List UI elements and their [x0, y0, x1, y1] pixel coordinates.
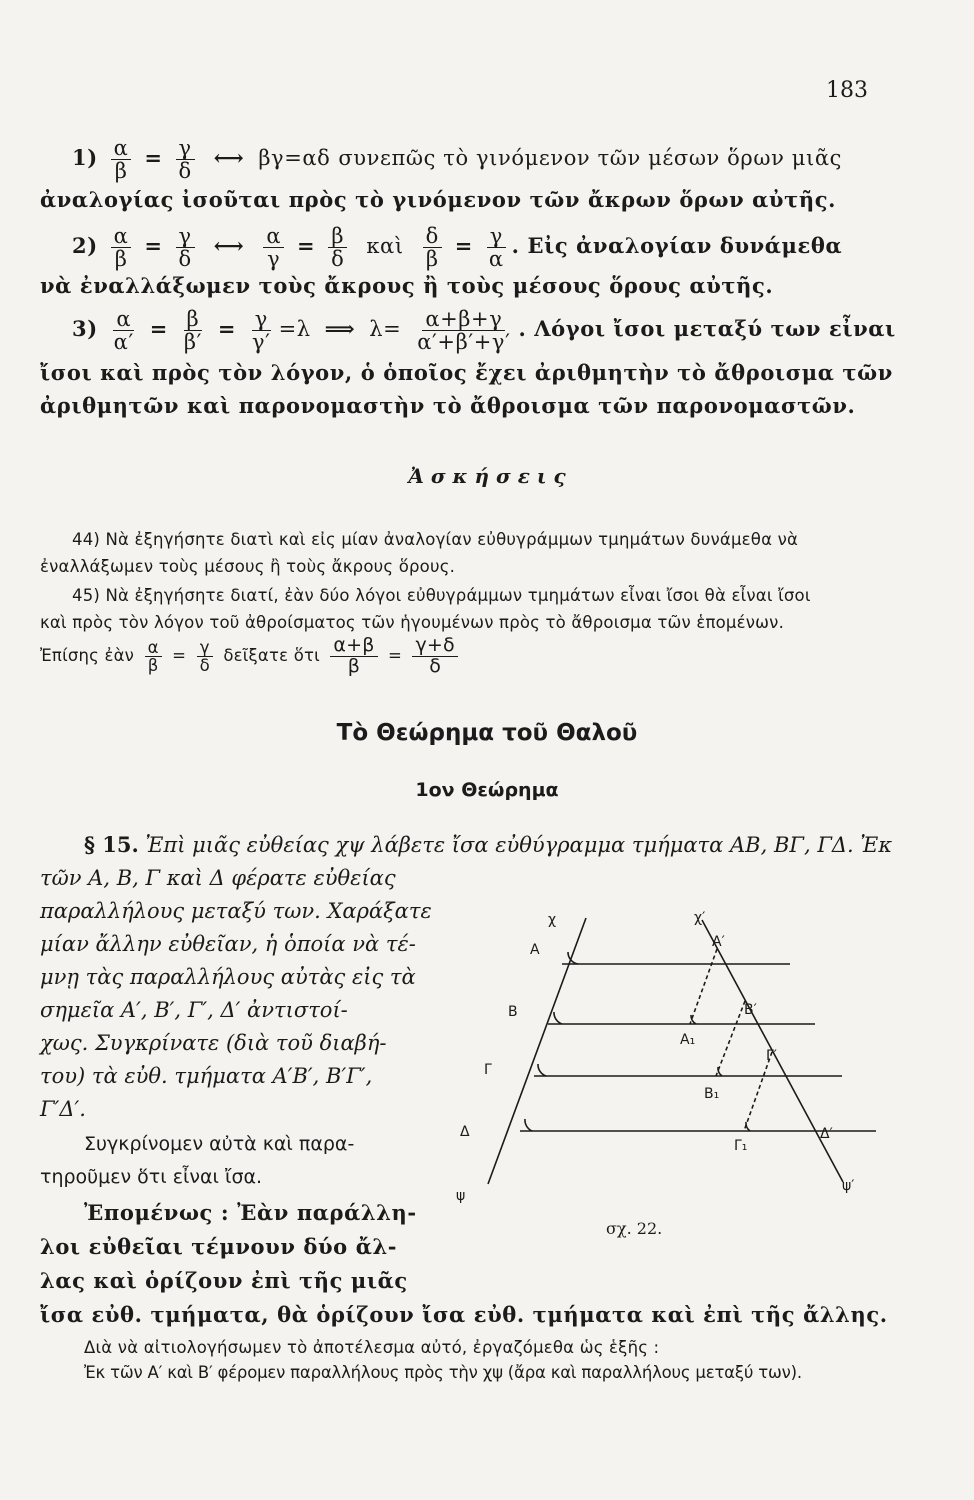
numerator: γ: [176, 225, 195, 248]
denominator: γ: [267, 247, 281, 272]
angle-arc: [525, 1119, 532, 1131]
label-x: χ: [548, 912, 557, 928]
denominator: δ: [199, 655, 210, 675]
section-number: § 15.: [84, 832, 139, 857]
theorem-line-1: [84, 832, 892, 857]
numerator: γ: [252, 308, 271, 331]
theorem-line-4: μίαν ἄλλην εὐθεῖαν, ἡ ὁποία νὰ τέ-: [40, 932, 416, 956]
theorem-line-6: σημεῖα Α′, Β′, Γ′, Δ′ ἀντιστοί-: [40, 998, 348, 1022]
equals-sign: =: [217, 316, 237, 342]
denominator: α: [488, 247, 504, 272]
equals-sign: =: [144, 145, 163, 171]
label-x-prime: χ′: [694, 910, 706, 926]
relation: βγ=αδ: [258, 146, 331, 171]
theorem-line-2: τῶν Α, Β, Γ καὶ Δ φέρατε εὐθείας: [40, 866, 396, 890]
equals-sign: =: [454, 233, 473, 259]
theorem-text: Ἐπὶ μιᾶς εὐθείας χψ λάβετε ἴσα εὐθύγραμμα τμήματα ΑΒ, ΒΓ, ΓΔ. Ἐκ: [145, 833, 893, 857]
exercises-title: Ἀ σ κ ή σ ε ι ς: [408, 464, 566, 488]
label-b: Β: [508, 1004, 518, 1020]
equals-sign: =: [144, 233, 163, 259]
label-d-prime: Δ′: [820, 1126, 833, 1142]
angle-arc: [718, 1067, 722, 1076]
numerator: γ: [176, 137, 195, 160]
fraction: [330, 636, 377, 677]
property-1-number: 1): [72, 145, 98, 171]
angle-arc: [538, 1064, 546, 1076]
theorem-line-14: λας καὶ ὁρίζουν ἐπὶ τῆς μιᾶς: [40, 1268, 408, 1293]
label-g1: Γ₁: [734, 1138, 748, 1154]
fraction: [412, 636, 457, 677]
fraction: [197, 639, 213, 675]
double-arrow-icon: ⟷: [213, 233, 245, 259]
fraction: [111, 137, 132, 182]
theorem-subtitle: 1ον Θεώρημα: [415, 779, 559, 801]
numerator: α: [145, 639, 162, 657]
exercise-text: Ἐπίσης ἐὰν: [40, 645, 135, 665]
label-g: Γ: [484, 1062, 492, 1078]
theorem-line-9: Γ′Δ′.: [40, 1097, 86, 1121]
double-arrow-icon: ⟷: [213, 145, 245, 171]
lambda-equals: λ=: [369, 317, 402, 342]
fraction: [263, 225, 284, 270]
numerator: α: [111, 225, 132, 248]
denominator: γ′: [252, 330, 271, 355]
denominator: β: [147, 655, 159, 675]
fraction: [249, 308, 274, 353]
theorem-line-15: ἴσα εὐθ. τμήματα, θὰ ὁρίζουν ἴσα εὐθ. τμήματα καὶ ἐπὶ τῆς ἄλλης.: [40, 1302, 888, 1327]
denominator: β: [347, 654, 361, 677]
numerator: α+β+γ: [422, 308, 505, 331]
denominator: α′: [113, 330, 134, 355]
label-a-prime: Α′: [712, 934, 725, 950]
fraction: [145, 639, 162, 675]
exercise-text: δεῖξατε ὅτι: [223, 645, 320, 665]
fraction: [486, 225, 507, 270]
label-b1: Β₁: [704, 1086, 720, 1102]
denominator: δ: [331, 247, 345, 272]
exercise-45-line-2: καὶ πρὸς τὸν λόγον τοῦ ἀθροίσματος τῶν ἡγουμένων πρὸς τὸ ἄθροισμα τῶν ἑπομένων.: [40, 613, 785, 632]
fraction: [111, 308, 137, 353]
theorem-line-7: χως. Συγκρίνατε (διὰ τοῦ διαβή-: [40, 1031, 387, 1055]
implies-arrow-icon: ⟹: [324, 316, 356, 342]
numerator: γ: [487, 225, 506, 248]
label-g-prime: Γ′: [766, 1048, 777, 1064]
theorem-line-3: παραλλήλους μεταξύ των. Χαράξατε: [40, 899, 432, 923]
exercise-45-line-1: 45) Νὰ ἐξηγήσητε διατί, ἐὰν δύο λόγοι εὐθυγράμμων τμημάτων εἶναι ἴσοι θὰ εἶναι ἴσοι: [72, 586, 811, 605]
numerator: α: [113, 308, 134, 331]
theorem-line-12: Ἐπομένως : Ἐὰν παράλλη-: [84, 1200, 417, 1225]
equals-sign: =: [172, 645, 187, 665]
theorem-line-5: μνῃ τὰς παραλλήλους αὐτὰς εἰς τὰ: [40, 965, 416, 989]
denominator: δ: [178, 247, 192, 272]
equals-sign: =: [149, 316, 168, 342]
fraction: [111, 225, 132, 270]
theorem-line-11: τηροῦμεν ὅτι εἶναι ἴσα.: [40, 1166, 263, 1188]
equals-sign: =: [388, 645, 403, 665]
property-3-text: . Λόγοι ἴσοι μεταξύ των εἶναι: [518, 316, 896, 342]
exercise-44-line-1: 44) Νὰ ἐξηγήσητε διατὶ καὶ εἰς μίαν ἀναλογίαν εὐθυγράμμων τμημάτων δυνάμεθα νὰ: [72, 530, 799, 549]
property-3-line-2: ἴσοι καὶ πρὸς τὸν λόγον, ὁ ὁποῖος ἔχει ἀριθμητὴν τὸ ἄθροισμα τῶν: [40, 360, 893, 385]
property-1-text: συνεπῶς τὸ γινόμενον τῶν μέσων ὅρων μιᾶς: [338, 146, 842, 171]
angle-arc: [554, 1012, 562, 1024]
property-1-line-1: [72, 137, 842, 182]
fraction: [176, 137, 195, 182]
denominator: β: [114, 159, 128, 184]
property-2-line-1: [72, 225, 842, 270]
denominator: α′+β′+γ′: [417, 330, 511, 355]
numerator: α: [263, 225, 284, 248]
fraction: [423, 225, 442, 270]
reasoning-line-2: Ἐκ τῶν Α′ καὶ Β′ φέρομεν παραλλήλους πρὸς τὴν χψ (ἄρα καὶ παραλλήλους μεταξύ των).: [84, 1363, 802, 1382]
denominator: δ: [178, 159, 192, 184]
fraction: [181, 308, 205, 353]
exercise-44-line-2: ἐναλλάξωμεν τοὺς μέσους ἢ τοὺς ἄκρους ὅρους.: [40, 557, 456, 576]
label-a: Α: [530, 942, 540, 958]
property-2-text: . Εἰς ἀναλογίαν δυνάμεθα: [511, 233, 843, 259]
theorem-line-8: του) τὰ εὐθ. τμήματα Α′Β′, Β′Γ′,: [40, 1064, 373, 1088]
property-2-number: 2): [72, 233, 98, 259]
numerator: α+β: [330, 636, 377, 657]
equals-sign: =: [297, 233, 316, 259]
equals-lambda: =λ: [278, 317, 311, 342]
numerator: β: [184, 308, 203, 331]
label-y: ψ: [456, 1188, 466, 1204]
property-3-number: 3): [72, 316, 98, 342]
numerator: γ: [197, 639, 213, 657]
property-3-line-3: ἀριθμητῶν καὶ παρονομαστὴν τὸ ἄθροισμα τῶν παρονομαστῶν.: [40, 393, 856, 418]
denominator: β: [425, 247, 439, 272]
fraction: [328, 225, 347, 270]
fraction: [414, 308, 513, 353]
label-b-prime: Β′: [744, 1002, 757, 1018]
theorem-line-13: λοι εὐθεῖαι τέμνουν δύο ἄλ-: [40, 1234, 398, 1259]
property-1-line-2: ἀναλογίας ἰσοῦται πρὸς τὸ γινόμενον τῶν ἄκρων ὅρων αὐτῆς.: [40, 187, 837, 212]
property-3-line-1: [72, 308, 896, 353]
exercise-45-line-3: [40, 636, 463, 677]
theorem-title: Τὸ Θεώρημα τοῦ Θαλοῦ: [336, 720, 638, 746]
denominator: δ: [429, 654, 442, 677]
denominator: β′: [183, 330, 202, 355]
and-word: καὶ: [366, 234, 404, 259]
theorem-line-10: Συγκρίνομεν αὐτὰ καὶ παρα-: [84, 1133, 355, 1155]
property-2-line-2: νὰ ἐναλλάξωμεν τοὺς ἄκρους ἢ τοὺς μέσους ὅρους αὐτῆς.: [40, 273, 774, 298]
thales-figure: [456, 900, 890, 1250]
numerator: β: [328, 225, 347, 248]
fraction: [176, 225, 195, 270]
label-d: Δ: [460, 1124, 470, 1140]
page-number: 183: [826, 78, 868, 103]
numerator: δ: [423, 225, 442, 248]
angle-arc: [746, 1122, 750, 1131]
label-a1: Α₁: [680, 1032, 696, 1048]
numerator: γ+δ: [412, 636, 457, 657]
auxiliary-line-b: [716, 1001, 745, 1076]
figure-caption: σχ. 22.: [606, 1219, 663, 1238]
numerator: α: [111, 137, 132, 160]
label-y-prime: ψ′: [842, 1178, 855, 1194]
reasoning-line-1: Διὰ νὰ αἰτιολογήσωμεν τὸ ἀποτέλεσμα αὐτό, ἐργαζόμεθα ὡς ἑξῆς :: [84, 1338, 660, 1357]
denominator: β: [114, 247, 128, 272]
auxiliary-line-a: [690, 949, 717, 1024]
